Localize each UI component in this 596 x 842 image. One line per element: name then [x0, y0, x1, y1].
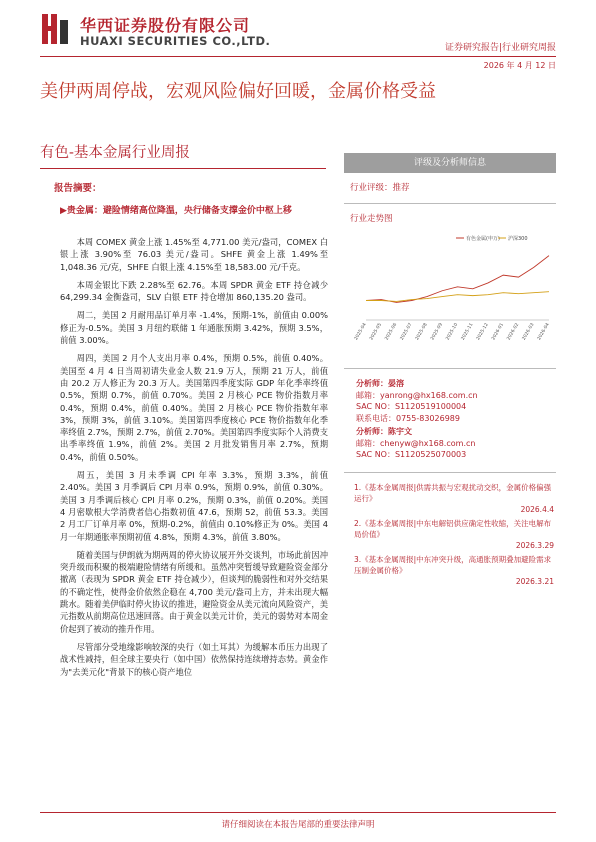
related-report-date: 2026.4.4 — [520, 505, 554, 514]
paragraph: 随着美国与伊朗就为期两周的停火协议展开外交谈判，市场此前因冲突升级而积聚的极端避险情绪有所缓和。虽然冲突暂缓导致避险资金部分撤离（表现为 SPDR 黄金 ETF 持仓减少），但谈判的脆弱性和对外交结果的不确定性，使得金价依然企稳在 4,700 美元/盎司上方，并未出现大幅跳水。随着美伊临时停火协议的推进，避险资金从美元流向风险资产，美元指数从前期高位迅速回落。由于黄金以美元计价，美元的弱势对本周金价起到了被动的推升作用。 — [60, 549, 328, 634]
summary-heading: 报告摘要： — [54, 183, 102, 194]
x-tick-label: 2025-09 — [430, 322, 444, 342]
rating-info-header: 评级及分析师信息 — [344, 153, 556, 173]
analyst-email[interactable]: 邮箱：chenyw@hx168.com.cn — [356, 438, 476, 448]
x-tick-label: 2025-06 — [384, 322, 399, 342]
report-type: 证券研究报告|行业研究周报 — [444, 43, 556, 53]
divider — [344, 203, 556, 204]
analyst-block — [356, 426, 475, 461]
x-tick-label: 2025-11 — [460, 322, 475, 342]
x-tick-label: 2026-01 — [491, 322, 505, 342]
analyst-block — [356, 378, 478, 424]
x-tick-label: 2025-07 — [399, 322, 414, 342]
x-tick-label: 2025-08 — [414, 322, 429, 342]
related-report-date: 2026.3.21 — [515, 577, 554, 586]
company-name-en: HUAXI SECURITIES CO.,LTD. — [80, 34, 271, 48]
footer-divider — [40, 812, 556, 813]
paragraph: 周四，美国 2 月个人支出月率 0.4%，预期 0.5%，前值 0.40%。美国至 4 月 4 日当周初请失业金人数 21.9 万人，预期 21 万人，前值由 20.2 万人修正为 20.3 万人。美国第四季度实际 GDP 年化季率终值 0.5%，预期 0.7%，前值 0.70%。美国 2 月核心 PCE 物价指数月率 0.4%，预期 0.4%，前值 0.40%。美国 2 月核心 PCE 物价指数年率 3%，预期 3%，前值 3.10%。美国第四季度核心 PCE 物价指数年化季率终值 2.7%，预期 2.7%，前值 2.70%。美国第四季度实际个人消费支出季率终值 1.9%，前值 2%。美国 2 月批发销售月率 2.7%，预期 0.4%，前值 0.50%。 — [60, 353, 328, 462]
related-report[interactable] — [354, 482, 554, 515]
analyst-name: 分析师：晏溶 — [356, 379, 404, 388]
related-report[interactable] — [354, 518, 554, 551]
x-tick-label: 2026-04 — [536, 322, 551, 342]
divider — [344, 368, 556, 369]
paragraph: 本周 COMEX 黄金上涨 1.45%至 4,771.00 美元/盎司，COMEX 白银上涨 3.90%至 76.03 美元/盎司。SHFE 黄金上涨 1.49%至 1,048.36 元/克，SHFE 白银上涨 4.15%至 18,583.00 元/千克。 — [60, 237, 328, 272]
series-line-0 — [366, 256, 549, 303]
section-heading-gold: ▶贵金属：避险情绪高位降温，央行储备支撑金价中枢上移 — [60, 206, 292, 216]
company-logo-icon — [40, 12, 70, 46]
x-tick-label: 2026-02 — [506, 322, 521, 342]
industry-trend-chart — [344, 228, 556, 358]
analyst-sac: SAC NO：S1120525070003 — [356, 450, 467, 459]
report-subtitle: 有色-基本金属行业周报 — [40, 145, 190, 161]
related-report-date: 2026.3.29 — [515, 541, 554, 550]
legend-label: 沪深300 — [508, 235, 528, 242]
x-tick-label: 2025-12 — [475, 322, 490, 342]
paragraph: 本周金银比下跌 2.28%至 62.76。本周 SPDR 黄金 ETF 持仓减少 64,299.34 金衡盎司，SLV 白银 ETF 持仓增加 860,135.20 盎司。 — [60, 279, 328, 303]
report-date: 2026 年 4 月 12 日 — [483, 61, 556, 70]
related-report-title: 3.《基本金属周报|中东冲突升级，高通胀预期叠加避险需求压制金属价格》 — [354, 555, 552, 575]
paragraph: 周五，美国 3 月未季调 CPI 年率 3.3%，预期 3.3%，前值 2.40%。美国 3 月季调后 CPI 月率 0.9%，预期 0.9%，前值 0.30%。美国 3 月季调后核心 CPI 月率 0.2%，预期 0.3%，前值 0.20%。美国 4 月密歇根大学消费者信心指数初值 47.6，预期 52，前值 53.3。美国 2 月工厂订单月率 0%，预期-0.2%，前值由 0.10%修正为 0%。美国 4 月一年期通胀率预期初值 4.8%，预期 4.3%，前值 3.80%。 — [60, 470, 328, 542]
company-name-cn: 华西证券股份有限公司 — [80, 16, 251, 35]
analyst-name: 分析师：陈宇文 — [356, 427, 412, 436]
analyst-phone: 联系电话：0755-83026989 — [356, 413, 460, 423]
x-tick-label: 2025-04 — [353, 322, 368, 342]
x-tick-label: 2025-05 — [369, 322, 383, 342]
related-report[interactable] — [354, 554, 554, 587]
analyst-sac: SAC NO：S1120519100004 — [356, 402, 467, 411]
related-report-title: 1.《基本金属周报|供需共振与宏观扰动交织，金属价格偏强运行》 — [354, 483, 552, 503]
x-tick-label: 2026-03 — [521, 322, 536, 342]
industry-rating: 行业评级：推荐 — [350, 183, 410, 193]
paragraph: 周二，美国 2 月耐用品订单月率 -1.4%，预期-1%，前值由 0.00%修正为-0.5%。美国 3 月纽约联储 1 年通胀预期 3.42%，预期 3.5%，前值 3.00%。 — [60, 310, 328, 346]
series-line-1 — [366, 292, 549, 302]
analyst-email[interactable]: 邮箱：yanrong@hx168.com.cn — [356, 390, 478, 400]
subtitle-divider — [40, 168, 326, 169]
legend-label: 有色金属(申万) — [466, 235, 500, 242]
divider — [344, 472, 556, 473]
body-text — [60, 236, 328, 684]
related-report-title: 2.《基本金属周报|中东电解铝供应确定性收缩，关注电解布局价值》 — [354, 519, 552, 539]
footer-disclaimer: 请仔细阅读在本报告尾部的重要法律声明 — [221, 820, 375, 830]
trend-chart-title: 行业走势图 — [350, 214, 393, 224]
header-divider — [40, 56, 556, 57]
x-tick-label: 2025-10 — [445, 322, 460, 342]
report-title: 美伊两周停战，宏观风险偏好回暖，金属价格受益 — [40, 81, 436, 102]
paragraph: 尽管部分受地缘影响较深的央行（如土耳其）为缓解本币压力出现了战术性减持，但全球主要央行（如中国）依然保持连续增持态势。黄金作为"去美元化"背景下的核心资产地位 — [60, 641, 328, 677]
